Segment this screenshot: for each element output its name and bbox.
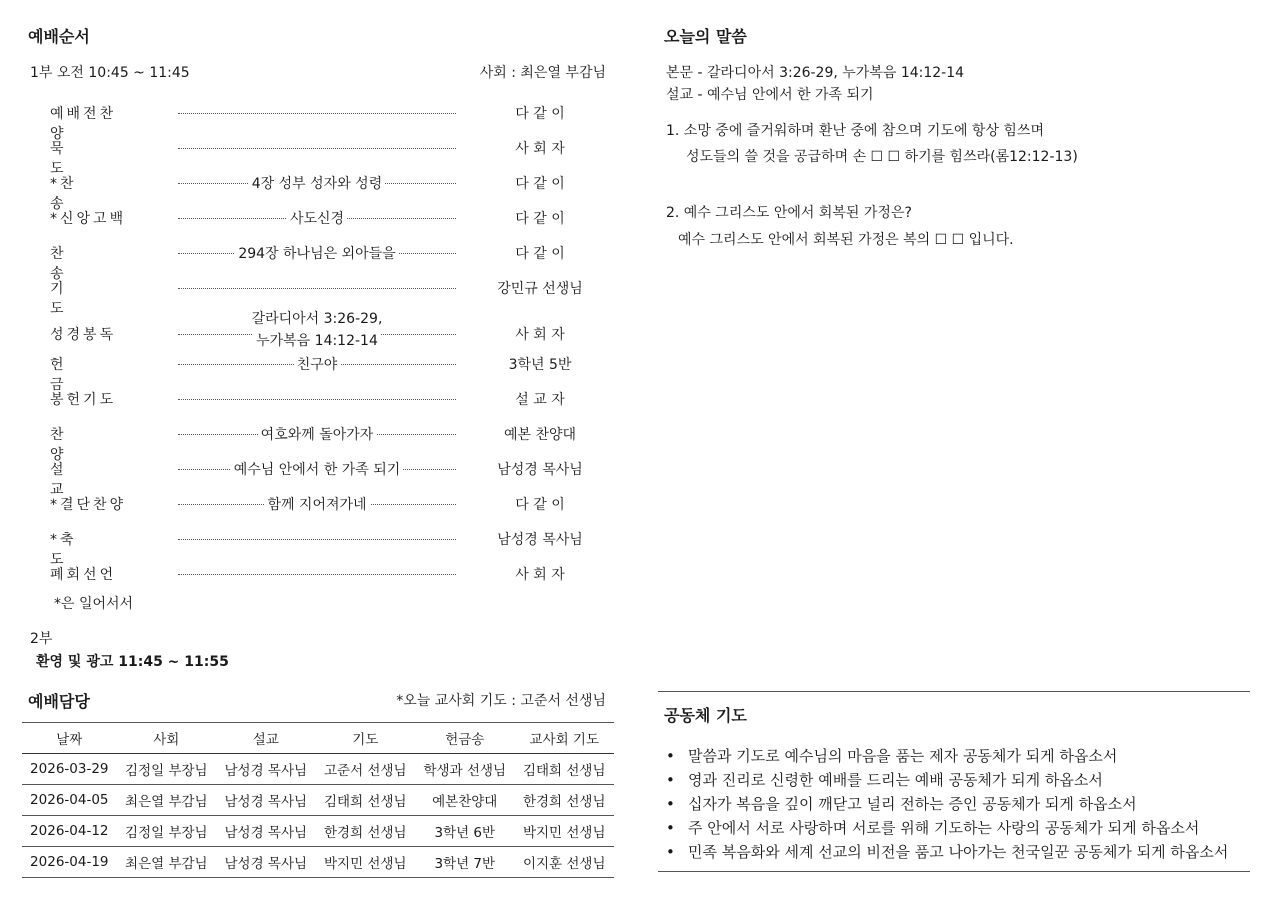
cell-prayer: 김태희 선생님 <box>324 794 407 810</box>
service-item <box>50 136 610 177</box>
cell-prayer: 박지민 선생님 <box>324 856 407 872</box>
question-2-blank: 예수 그리스도 안에서 회복된 가정은 복의 ☐ ☐ 입니다. <box>678 232 1014 248</box>
cell-teacher-prayer: 한경희 선생님 <box>522 794 606 810</box>
service-item-detail: 예수님 안에서 한 가족 되기 <box>231 462 404 478</box>
service-item-label: 성경봉독 <box>50 327 117 343</box>
service-item-dots <box>178 241 456 265</box>
service-item-detail: 사도신경 <box>287 211 347 227</box>
order-of-service-title: 예배순서 <box>28 27 90 46</box>
standing-note: *은 일어서서 <box>54 596 134 612</box>
service-item-dots <box>178 101 456 125</box>
cell-date: 2026-04-05 <box>30 792 109 808</box>
service-item-person: 다 같 이 <box>515 246 565 262</box>
service-item-dots <box>178 136 456 160</box>
cell-offering-song: 예본찬양대 <box>432 794 498 810</box>
cell-teacher-prayer: 이지훈 선생님 <box>522 856 606 872</box>
service-item-person: 사 회 자 <box>515 141 565 157</box>
col-host: 사회 <box>153 732 180 748</box>
cell-date: 2026-04-19 <box>30 854 109 870</box>
list-item: • 말씀과 기도로 예수님의 마음을 품는 제자 공동체가 되게 하옵소서 <box>666 744 1228 768</box>
service-item <box>50 311 610 354</box>
service-item-dots <box>178 492 456 516</box>
community-title: 공동체 기도 <box>664 706 747 725</box>
service-item-dots <box>178 311 456 354</box>
col-date: 날짜 <box>56 732 83 748</box>
service-item-detail: 294장 하나님은 외아들을 <box>235 246 398 262</box>
service-item-label: 봉헌기도 <box>50 392 117 408</box>
service-item-label: *찬 송 <box>50 176 128 212</box>
service-item-person: 다 같 이 <box>515 106 565 122</box>
service-item <box>50 241 610 282</box>
service-item-dots <box>178 562 456 586</box>
cell-sermon: 남성경 목사님 <box>224 856 308 872</box>
service-item <box>50 457 610 498</box>
service-item-detail: 친구야 <box>294 357 341 373</box>
table-row <box>22 816 614 847</box>
table-row <box>22 847 614 878</box>
cell-host: 김정일 부장님 <box>125 825 208 841</box>
duty-table <box>22 722 614 878</box>
service-item-dots <box>178 527 456 551</box>
service-item-detail: 갈라디아서 3:26-29, <box>249 311 386 327</box>
service-item-dots <box>178 276 456 300</box>
service-item-person: 예본 찬양대 <box>503 427 577 443</box>
service-item-label: *신앙고백 <box>50 211 127 227</box>
question-2: 2. 예수 그리스도 안에서 회복된 가정은? <box>666 205 912 221</box>
table-row <box>22 754 614 785</box>
service-item <box>50 562 610 586</box>
word-title: 오늘의 말씀 <box>664 27 747 46</box>
cell-prayer: 한경희 선생님 <box>324 825 407 841</box>
service-item <box>50 101 610 142</box>
col-sermon: 설교 <box>252 732 279 748</box>
service-item-person: 남성경 목사님 <box>497 532 583 548</box>
community-prayer-list <box>666 744 1228 864</box>
service-item-person: 다 같 이 <box>515 497 565 513</box>
duty-note: *오늘 교사회 기도 : 고준서 선생님 <box>396 693 606 709</box>
service-item <box>50 422 610 463</box>
service-item-dots <box>178 171 456 195</box>
service-item-person: 남성경 목사님 <box>497 462 583 478</box>
service-item <box>50 206 610 230</box>
service-item-label: 기 도 <box>50 281 118 317</box>
cell-date: 2026-04-12 <box>30 823 109 839</box>
cell-host: 최은열 부감님 <box>125 794 208 810</box>
duty-header-row <box>22 723 614 754</box>
cell-host: 김정일 부장님 <box>125 763 208 779</box>
service-item-label: 설 교 <box>50 462 118 498</box>
part2-detail: 환영 및 광고 11:45 ~ 11:55 <box>36 654 229 670</box>
service-item-dots <box>178 387 456 411</box>
service-item-detail: 4장 성부 성자와 성령 <box>249 176 385 192</box>
cell-teacher-prayer: 박지민 선생님 <box>522 825 606 841</box>
cell-teacher-prayer: 김태희 선생님 <box>522 763 606 779</box>
service-item-label: 예배전찬양 <box>50 106 117 142</box>
list-item: • 십자가 복음을 깊이 깨닫고 널리 전하는 증인 공동체가 되게 하옵소서 <box>666 792 1228 816</box>
cell-sermon: 남성경 목사님 <box>224 794 308 810</box>
cell-prayer: 고준서 선생님 <box>324 763 407 779</box>
cell-host: 최은열 부감님 <box>125 856 208 872</box>
service-item-detail: 누가복음 14:12-14 <box>253 333 381 349</box>
service-item <box>50 527 610 568</box>
service-item-dots <box>178 457 456 481</box>
service-item-person: 강민규 선생님 <box>497 281 583 297</box>
cell-offering-song: 3학년 7반 <box>434 856 496 872</box>
list-item: • 영과 진리로 신령한 예배를 드리는 예배 공동체가 되게 하옵소서 <box>666 768 1228 792</box>
question-1: 1. 소망 중에 즐거워하며 환난 중에 참으며 기도에 항상 힘쓰며 <box>666 123 1044 139</box>
service-item-dots <box>178 352 456 376</box>
service-item-person: 사 회 자 <box>515 327 565 343</box>
question-1-blank: 성도들의 쓸 것을 공급하며 손 ☐ ☐ 하기를 힘쓰라(롬12:12-13) <box>686 149 1078 165</box>
word-text: 본문 - 갈라디아서 3:26-29, 누가복음 14:12-14 <box>666 65 965 81</box>
community-top-rule <box>658 691 1250 692</box>
service-item-dots <box>178 206 456 230</box>
part1-host: 사회 : 최은열 부감님 <box>479 65 606 81</box>
part1-time: 1부 오전 10:45 ~ 11:45 <box>30 65 190 81</box>
part2-label: 2부 <box>30 631 53 647</box>
service-item-label: 찬 양 <box>50 427 118 463</box>
cell-sermon: 남성경 목사님 <box>224 825 308 841</box>
service-item-detail: 함께 지어져가네 <box>264 497 369 513</box>
service-item-label: 묵 도 <box>50 141 118 177</box>
service-item <box>50 387 610 411</box>
service-item-person: 설 교 자 <box>515 392 565 408</box>
service-item <box>50 492 610 516</box>
duty-title: 예배담당 <box>28 692 90 711</box>
table-row <box>22 785 614 816</box>
service-item-detail: 여호와께 돌아가자 <box>258 427 377 443</box>
list-item: • 주 안에서 서로 사랑하며 서로를 위해 기도하는 사랑의 공동체가 되게 하옵소서 <box>666 816 1228 840</box>
service-item-label: *결단찬양 <box>50 497 127 513</box>
service-item-person: 다 같 이 <box>515 176 565 192</box>
cell-sermon: 남성경 목사님 <box>224 763 308 779</box>
col-offering-song: 헌금송 <box>445 732 485 748</box>
service-item-label: 폐회선언 <box>50 567 117 583</box>
service-item <box>50 276 610 317</box>
community-bottom-rule <box>658 871 1250 872</box>
col-teacher-prayer: 교사회 기도 <box>529 732 599 748</box>
service-item-person: 3학년 5반 <box>508 357 572 373</box>
word-sermon: 설교 - 예수님 안에서 한 가족 되기 <box>666 87 874 103</box>
service-item-dots <box>178 422 456 446</box>
cell-offering-song: 학생과 선생님 <box>423 763 507 779</box>
service-item-person: 사 회 자 <box>515 567 565 583</box>
service-item-label: *축 도 <box>50 532 128 568</box>
service-item <box>50 352 610 393</box>
service-item-person: 다 같 이 <box>515 211 565 227</box>
service-item <box>50 171 610 212</box>
cell-date: 2026-03-29 <box>30 761 109 777</box>
list-item: • 민족 복음화와 세계 선교의 비전을 품고 나아가는 천국일꾼 공동체가 되게 하옵소서 <box>666 840 1228 864</box>
col-prayer: 기도 <box>352 732 379 748</box>
cell-offering-song: 3학년 6반 <box>434 825 496 841</box>
service-item-label: 헌 금 <box>50 357 118 393</box>
service-item-label: 찬 송 <box>50 246 118 282</box>
